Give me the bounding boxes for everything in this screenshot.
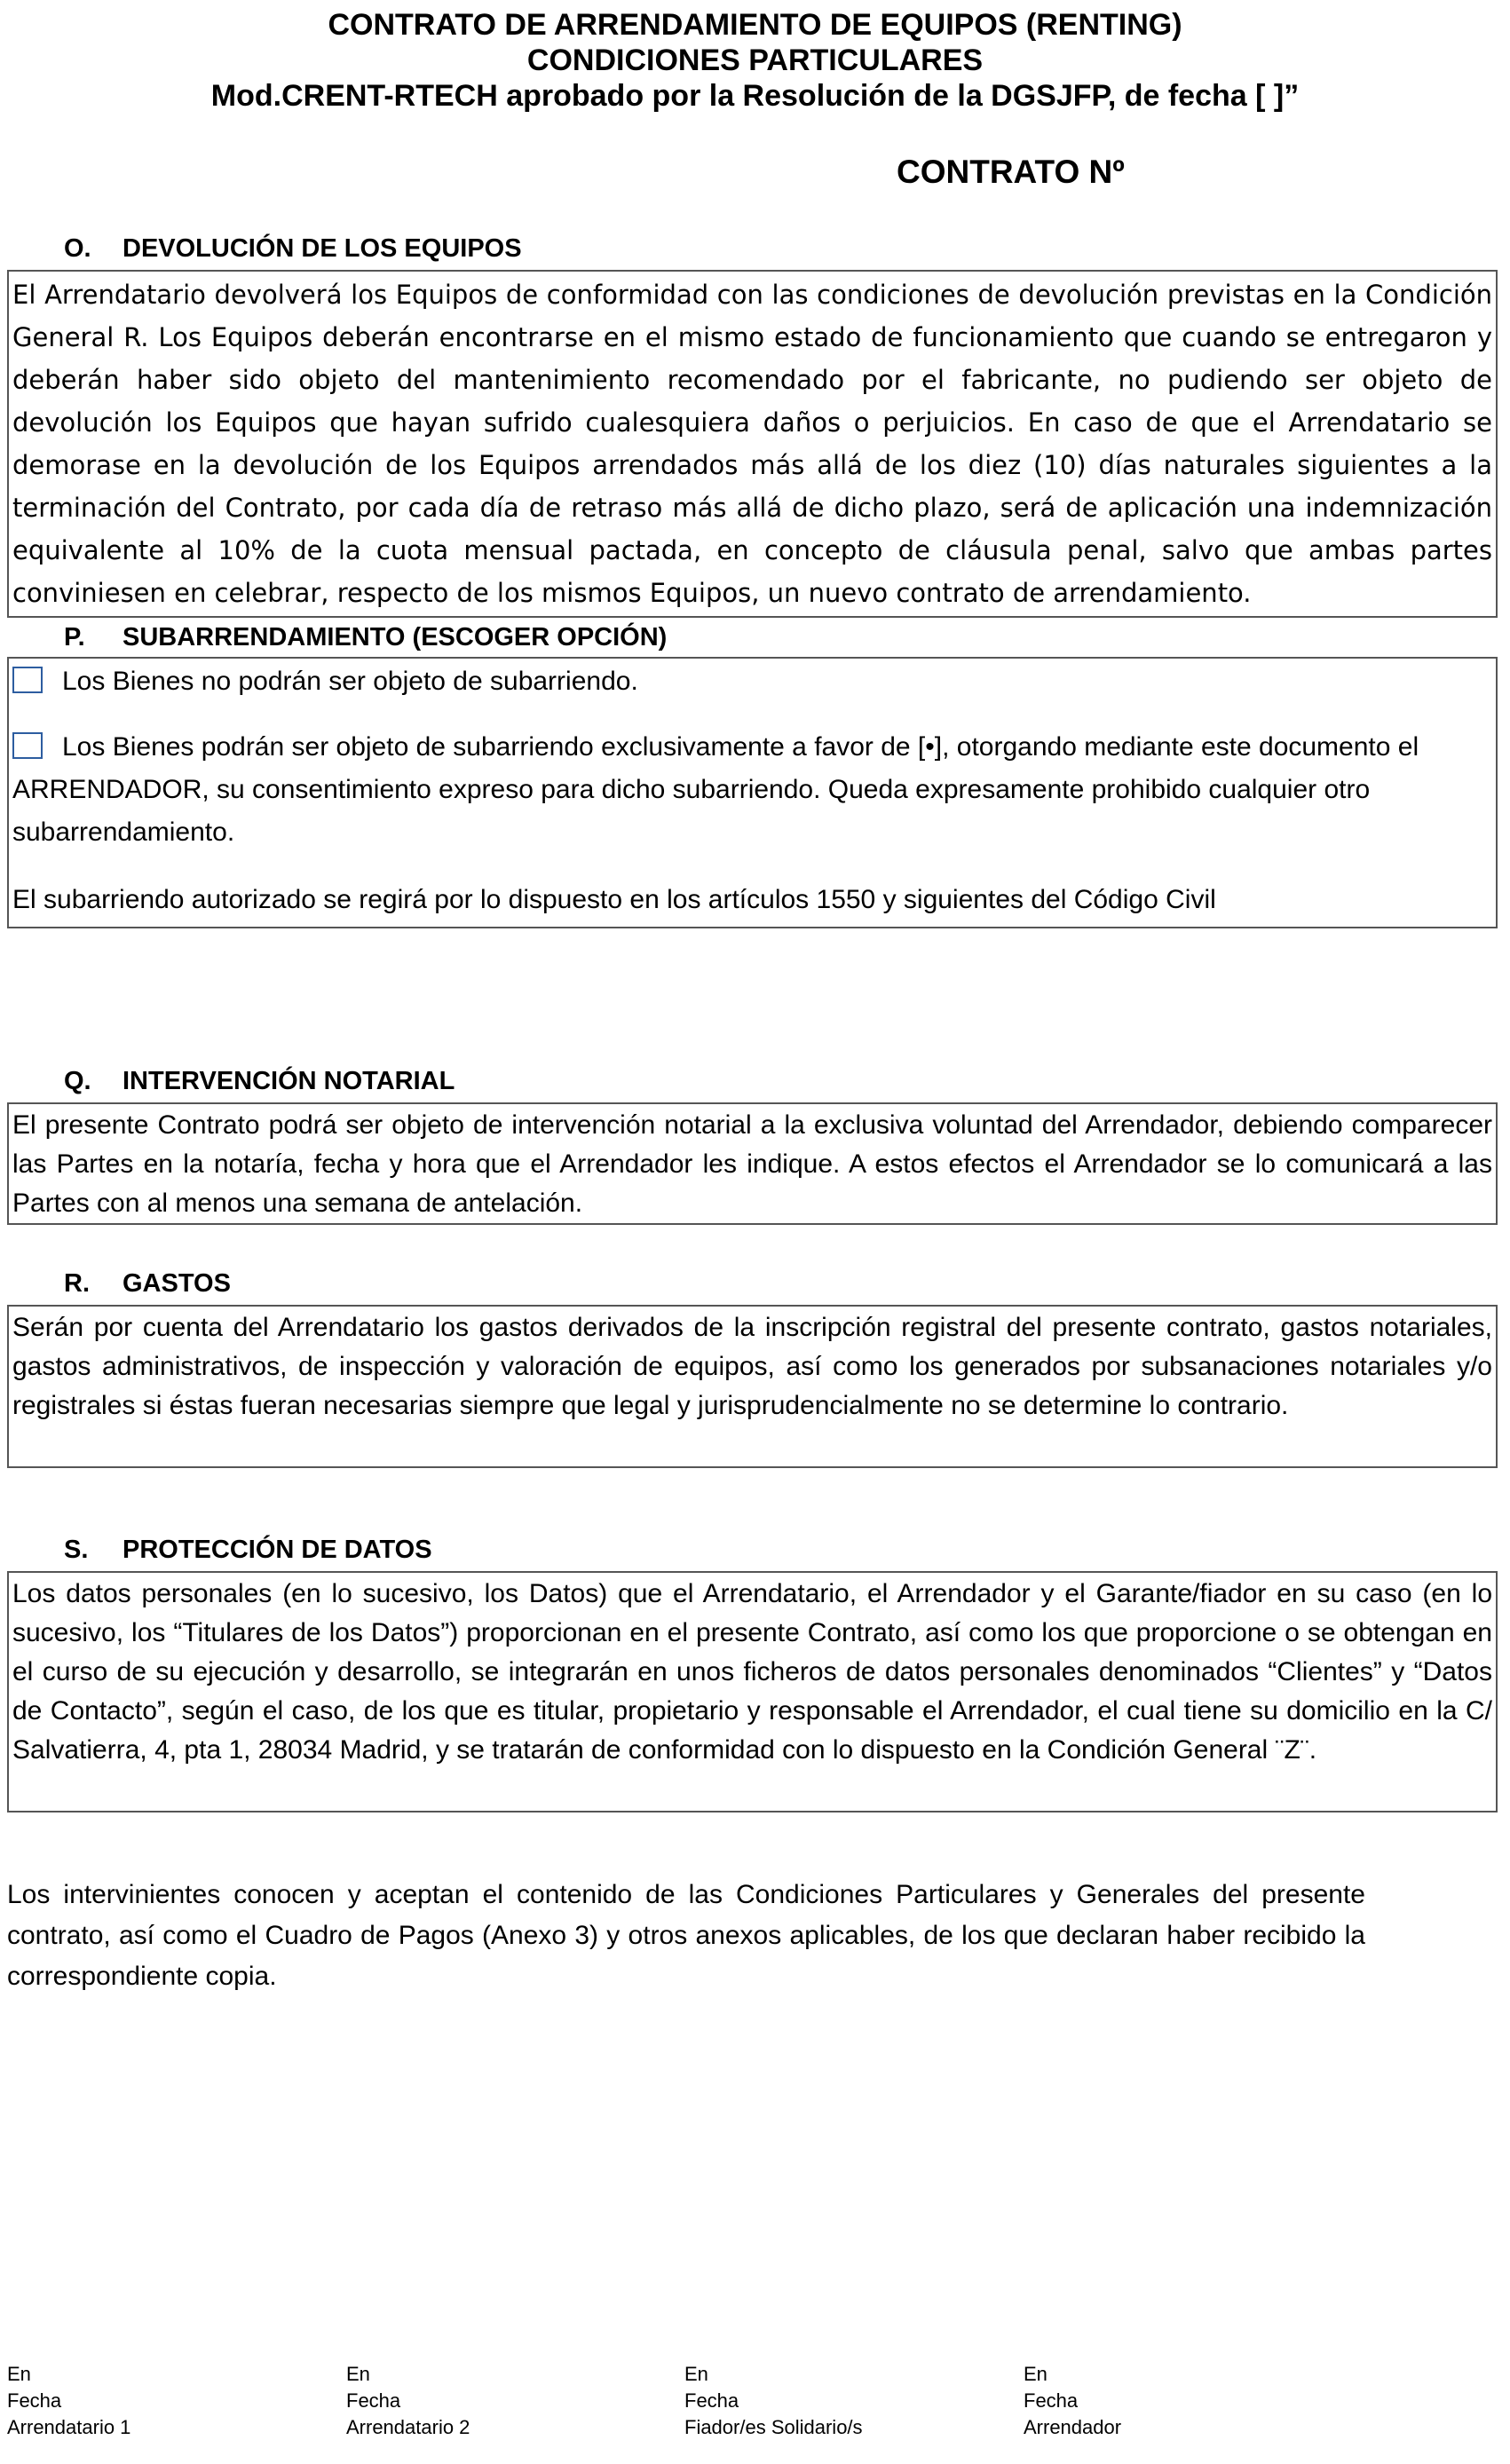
subarriendo-option-yes[interactable] <box>12 726 1492 854</box>
option-no-label: Los Bienes no podrán ser objeto de subarriendo. <box>62 667 638 696</box>
section-s-box <box>7 1571 1498 1812</box>
signature-party: Arrendatario 1 <box>7 2416 131 2438</box>
signature-party: Arrendador <box>1024 2416 1122 2438</box>
section-q-box <box>7 1102 1498 1225</box>
signature-arrendatario-1 <box>7 2361 130 2441</box>
signature-place: En <box>1024 2363 1048 2385</box>
section-r-letter: R. <box>64 1269 90 1298</box>
section-p-title: SUBARRENDAMIENTO (ESCOGER OPCIÓN) <box>123 623 668 652</box>
section-o-box <box>7 270 1498 618</box>
signature-fiador <box>684 2361 863 2441</box>
model-reference: Mod.CRENT-RTECH aprobado por la Resolución de la DGSJFP, de fecha [ ]” <box>210 79 1300 113</box>
signature-arrendador <box>1024 2361 1121 2441</box>
section-r-heading <box>64 1268 231 1299</box>
section-s-text: Los datos personales (en lo sucesivo, los Datos) que el Arrendatario, el Arrendador y el Garante/fiador en su caso (en lo sucesivo, los “Titulares de los Datos”) proporcionan en el presente Contrato, así como los que proporcione o se obtengan en el curso de su ejecución y desarrollo, se integrarán en unos ficheros de datos personales denominados “Clientes” y “Datos de Contacto”, según el caso, de los que es titular, propietario y responsable el Arrendador, el cual tiene su domicilio en la C/ Salvatierra, 4, pta 1, 28034 Madrid, y se tratarán de conformidad con lo dispuesto en la Condición General ¨Z¨. <box>12 1579 1492 1765</box>
document-subtitle: CONDICIONES PARTICULARES <box>526 43 984 77</box>
closing-statement: Los intervinientes conocen y aceptan el contenido de las Condiciones Particulares y Generales del presente contrato, así como el Cuadro de Pagos (Anexo 3) y otros anexos aplicables, de los que declaran haber recibido la correspondiente copia. <box>7 1880 1365 1991</box>
contract-number-label: CONTRATO Nº <box>897 154 1125 190</box>
signature-date: Fecha <box>1024 2389 1079 2412</box>
signature-arrendatario-2 <box>346 2361 470 2441</box>
signature-date: Fecha <box>684 2389 739 2412</box>
option-no-checkbox[interactable] <box>12 667 43 693</box>
document-title: CONTRATO DE ARRENDAMIENTO DE EQUIPOS (RENTING) <box>328 8 1182 42</box>
signature-place: En <box>684 2363 708 2385</box>
section-p-letter: P. <box>64 623 85 652</box>
subarriendo-legal-note: El subarriendo autorizado se regirá por lo dispuesto en los artículos 1550 y siguientes del Código Civil <box>12 885 1216 914</box>
section-o-title: DEVOLUCIÓN DE LOS EQUIPOS <box>123 234 522 263</box>
section-q-title: INTERVENCIÓN NOTARIAL <box>123 1067 455 1095</box>
signature-party: Arrendatario 2 <box>346 2416 470 2438</box>
section-o-text: El Arrendatario devolverá los Equipos de conformidad con las condiciones de devolución previstas en la Condición General R. Los Equipos deberán encontrarse en el mismo estado de funcionamiento que cuando se entregaron y deberán haber sido objeto del mantenimiento recomendado por el fabricante, no pudiendo ser objeto de devolución los Equipos que hayan sufrido cualesquiera daños o perjuicios. En caso de que el Arrendatario se demorase en la devolución de los Equipos arrendados más allá de los diez (10) días naturales siguientes a la terminación del Contrato, por cada día de retraso más allá de dicho plazo, será de aplicación una indemnización equivalente al 10% de la cuota mensual pactada, en concepto de cláusula penal, salvo que ambas partes conviniesen en celebrar, respecto de los mismos Equipos, un nuevo contrato de arrendamiento. <box>12 280 1492 608</box>
option-yes-checkbox[interactable] <box>12 732 43 759</box>
subarriendo-option-no[interactable] <box>12 660 1492 703</box>
section-o-letter: O. <box>64 234 91 263</box>
section-s-title: PROTECCIÓN DE DATOS <box>123 1536 432 1564</box>
section-q-letter: Q. <box>64 1067 91 1095</box>
section-p-box <box>7 657 1498 928</box>
section-q-text: El presente Contrato podrá ser objeto de intervención notarial a la exclusiva voluntad del Arrendador, debiendo comparecer las Partes en la notaría, fecha y hora que el Arrendador les indique. A estos efectos el Arrendador se lo comunicará a las Partes con al menos una semana de antelación. <box>12 1110 1492 1218</box>
section-r-text: Serán por cuenta del Arrendatario los gastos derivados de la inscripción registral del presente contrato, gastos notariales, gastos administrativos, de inspección y valoración de equipos, así como los generados por subsanaciones notariales y/o registrales si éstas fueran necesarias siempre que legal y jurisprudencialmente no se determine lo contrario. <box>12 1313 1492 1420</box>
section-q-heading <box>64 1065 455 1097</box>
section-s-heading <box>64 1534 432 1566</box>
signature-date: Fecha <box>346 2389 401 2412</box>
section-r-box <box>7 1305 1498 1468</box>
option-yes-label: Los Bienes podrán ser objeto de subarriendo exclusivamente a favor de [•], otorgando mediante este documento el ARRENDADOR, su consentimiento expreso para dicho subarriendo. Queda expresamente prohibido cualquier otro subarrendamiento. <box>12 732 1419 847</box>
signature-date: Fecha <box>7 2389 62 2412</box>
section-s-letter: S. <box>64 1536 89 1564</box>
section-o-heading <box>64 233 522 265</box>
section-r-title: GASTOS <box>123 1269 231 1298</box>
section-p-heading <box>64 621 667 653</box>
signature-place: En <box>346 2363 370 2385</box>
signature-party: Fiador/es Solidario/s <box>684 2416 863 2438</box>
signature-place: En <box>7 2363 31 2385</box>
